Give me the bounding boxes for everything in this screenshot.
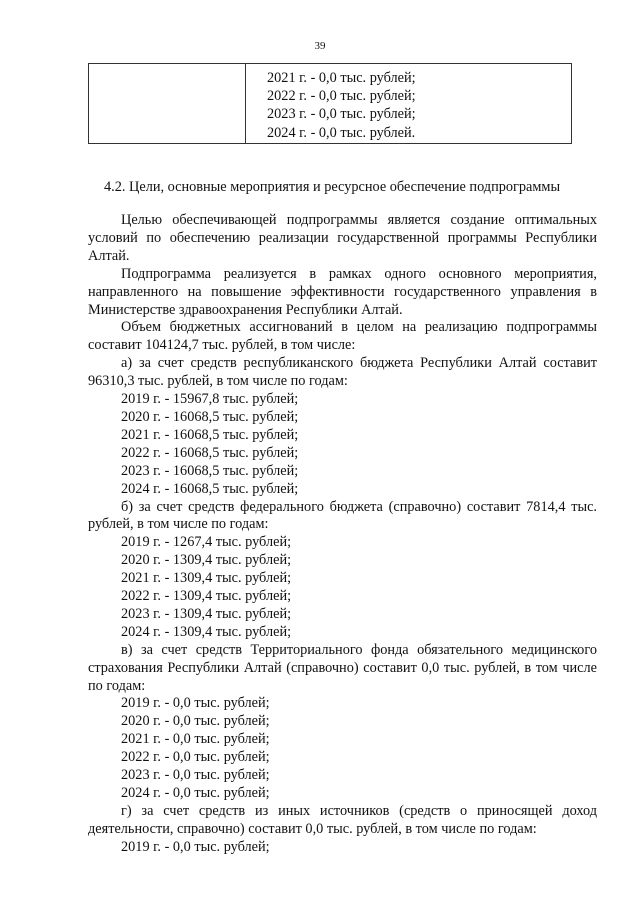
funding-table [88, 63, 572, 144]
table-row: 2024 г. - 0,0 тыс. рублей. [267, 124, 416, 141]
body-text [88, 212, 597, 857]
year-line: 2022 г. - 0,0 тыс. рублей; [121, 749, 270, 766]
paragraph-medical-insurance-fund: в) за счет средств Территориального фонда обязательного медицинского страхования Республики Алтай (справочно) составит 0,0 тыс. рублей, в том числе по годам: [88, 641, 597, 694]
table-cell-empty [89, 64, 246, 143]
year-line: 2023 г. - 16068,5 тыс. рублей; [121, 462, 299, 479]
paragraph-other-sources: г) за счет средств из иных источников (средств о приносящей доход деятельности, справочно) составит 0,0 тыс. рублей, в том числе по годам: [88, 802, 597, 837]
year-line: 2019 г. - 0,0 тыс. рублей; [121, 695, 270, 712]
year-line: 2021 г. - 16068,5 тыс. рублей; [121, 426, 299, 443]
year-line: 2022 г. - 1309,4 тыс. рублей; [121, 588, 292, 605]
paragraph-goal: Целью обеспечивающей подпрограммы является создание оптимальных условий по обеспечению реализации государственной программы Республики Алтай. [88, 212, 597, 264]
year-line: 2021 г. - 0,0 тыс. рублей; [121, 731, 270, 748]
paragraph-federal-budget: б) за счет средств федерального бюджета (справочно) составит 7814,4 тыс. рублей, в том числе по годам: [88, 498, 597, 533]
table-cell-years [246, 64, 571, 143]
year-line: 2020 г. - 16068,5 тыс. рублей; [121, 408, 299, 425]
table-row: 2021 г. - 0,0 тыс. рублей; [267, 70, 416, 86]
section-heading: 4.2. Цели, основные мероприятия и ресурсное обеспечение подпрограммы [104, 179, 561, 195]
year-line: 2019 г. - 0,0 тыс. рублей; [121, 838, 270, 855]
page-number: 39 [314, 40, 326, 52]
table-row: 2023 г. - 0,0 тыс. рублей; [267, 106, 416, 123]
year-line: 2019 г. - 1267,4 тыс. рублей; [121, 534, 292, 551]
year-line: 2023 г. - 1309,4 тыс. рублей; [121, 605, 292, 622]
year-line: 2024 г. - 1309,4 тыс. рублей; [121, 623, 292, 640]
year-line: 2020 г. - 1309,4 тыс. рублей; [121, 552, 292, 569]
paragraph-implementation: Подпрограмма реализуется в рамках одного основного мероприятия, направленного на повышение эффективности государственного управления в Министерстве здравоохранения Республики Алтай. [88, 265, 597, 318]
paragraph-regional-budget: а) за счет средств республиканского бюджета Республики Алтай составит 96310,3 тыс. рублей, в том числе по годам: [88, 355, 597, 390]
year-line: 2021 г. - 1309,4 тыс. рублей; [121, 570, 292, 587]
year-line: 2024 г. - 16068,5 тыс. рублей; [121, 480, 299, 497]
year-line: 2023 г. - 0,0 тыс. рублей; [121, 767, 270, 784]
year-line: 2022 г. - 16068,5 тыс. рублей; [121, 444, 299, 461]
year-line: 2019 г. - 15967,8 тыс. рублей; [121, 391, 299, 408]
year-line: 2024 г. - 0,0 тыс. рублей; [121, 785, 270, 801]
table-row: 2022 г. - 0,0 тыс. рублей; [267, 88, 416, 105]
paragraph-budget-total: Объем бюджетных ассигнований в целом на реализацию подпрограммы составит 104124,7 тыс. рублей, в том числе: [88, 319, 597, 354]
year-line: 2020 г. - 0,0 тыс. рублей; [121, 713, 270, 730]
